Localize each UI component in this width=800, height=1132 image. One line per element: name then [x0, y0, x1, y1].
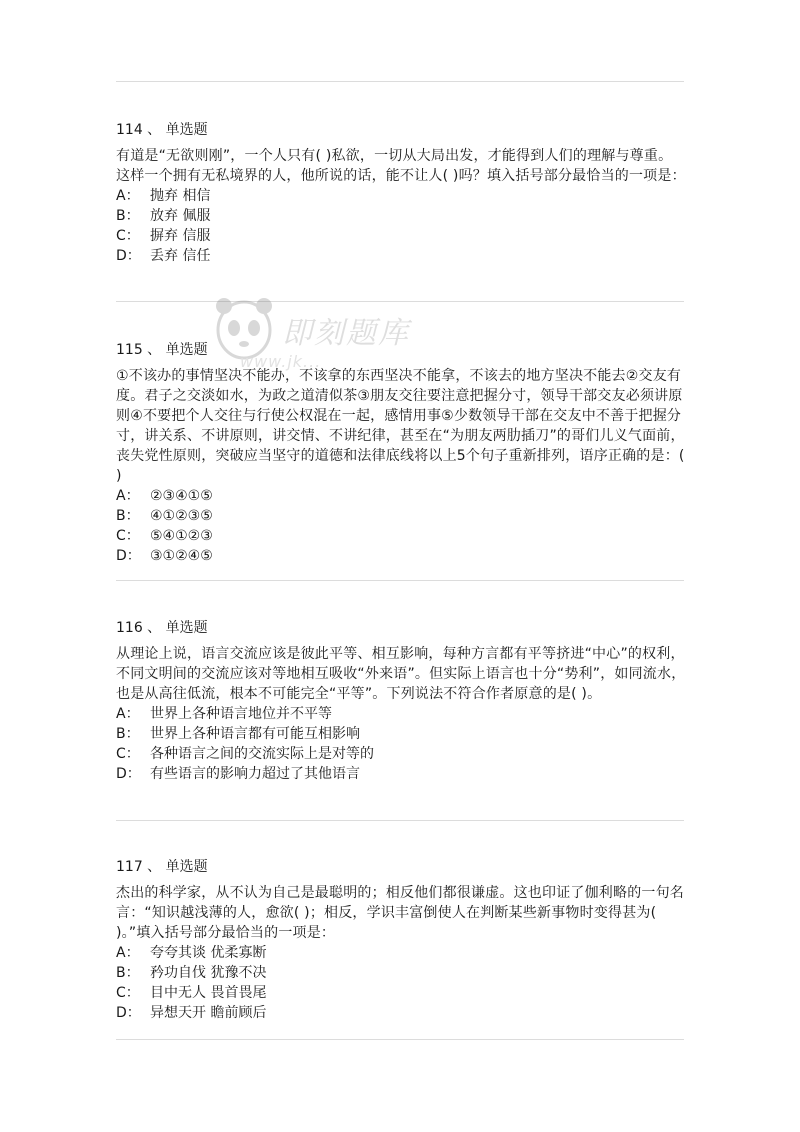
- option-value: ③①②④⑤: [150, 548, 213, 564]
- question-text: 从理论上说，语言交流应该是彼此平等、相互影响，每种方言都有平等挤进“中心”的权利，不同文明间的交流应该对等地相互吸收“外来语”。但实际上语言也十分“势利”，如同流水，也是从高往低流，根本不可能完全“平等”。下列说法不符合作者原意的是( )。: [116, 646, 686, 702]
- option-value: 丢弃 信任: [150, 248, 211, 264]
- option-value: 世界上各种语言地位并不平等: [150, 706, 332, 722]
- divider: [116, 820, 684, 821]
- divider: [116, 81, 684, 82]
- option-value: 夸夸其谈 优柔寡断: [150, 945, 267, 961]
- option-a[interactable]: [116, 943, 686, 963]
- option-key: A：: [116, 945, 140, 961]
- option-value: ⑤④①②③: [150, 528, 213, 544]
- option-value: 放弃 佩服: [150, 208, 211, 224]
- option-key: C：: [116, 746, 140, 762]
- option-key: D：: [116, 548, 141, 564]
- option-key: C：: [116, 985, 140, 1001]
- option-c[interactable]: [116, 983, 686, 1003]
- option-b[interactable]: [116, 206, 686, 226]
- option-d[interactable]: [116, 246, 686, 266]
- question-text: 有道是“无欲则刚”，一个人只有( )私欲，一切从大局出发，才能得到人们的理解与尊重。这样一个拥有无私境界的人，他所说的话，能不让人( )吗？填入括号部分最恰当的一项是：: [116, 148, 686, 184]
- option-value: ②③④①⑤: [150, 488, 213, 504]
- question-text: ①不该办的事情坚决不能办，不该拿的东西坚决不能拿，不该去的地方坚决不能去②交友有度。君子之交淡如水，为政之道清似茶③朋友交往要注意把握分寸，领导干部交友必须讲原则④不要把个人交往与行使公权混在一起，感情用事⑤少数领导干部在交友中不善于把握分寸，讲关系、不讲原则，讲交情、不讲纪律，甚至在“为朋友两肋插刀”的哥们儿义气面前，丧失党性原则，突破应当坚守的道德和法律底线将以上5个句子重新排列，语序正确的是：( ): [116, 368, 685, 484]
- option-key: C：: [116, 528, 140, 544]
- question-117: [116, 857, 686, 1023]
- option-b[interactable]: [116, 506, 686, 526]
- option-key: C：: [116, 228, 140, 244]
- option-c[interactable]: [116, 526, 686, 546]
- option-value: 矜功自伐 犹豫不决: [150, 965, 267, 981]
- option-key: B：: [116, 508, 140, 524]
- option-value: 摒弃 信服: [150, 228, 211, 244]
- option-a[interactable]: [116, 486, 686, 506]
- divider: [116, 580, 684, 581]
- question-116: [116, 618, 686, 784]
- option-a[interactable]: [116, 704, 686, 724]
- option-value: ④①②③⑤: [150, 508, 213, 524]
- question-text: 杰出的科学家，从不认为自己是最聪明的；相反他们都很谦虚。这也印证了伽利略的一句名言：“知识越浅薄的人，愈欲( )；相反，学识丰富倒使人在判断某些新事物时变得甚为( )。”填入括号部分最恰当的一项是：: [116, 885, 684, 941]
- option-value: 抛弃 相信: [150, 188, 211, 204]
- watermark-url: www.jk...: [240, 352, 322, 371]
- option-key: B：: [116, 726, 140, 742]
- option-key: D：: [116, 1005, 141, 1021]
- question-114: [116, 120, 686, 266]
- option-key: D：: [116, 766, 141, 782]
- option-value: 异想天开 瞻前顾后: [150, 1005, 267, 1021]
- question-header: 114 、 单选题: [116, 122, 208, 138]
- divider: [116, 1039, 684, 1040]
- option-b[interactable]: [116, 963, 686, 983]
- option-b[interactable]: [116, 724, 686, 744]
- option-c[interactable]: [116, 744, 686, 764]
- option-a[interactable]: [116, 186, 686, 206]
- option-key: B：: [116, 208, 140, 224]
- option-key: A：: [116, 188, 140, 204]
- option-d[interactable]: [116, 764, 686, 784]
- option-value: 世界上各种语言都有可能互相影响: [150, 726, 360, 742]
- question-header: 115 、 单选题: [116, 342, 208, 358]
- option-key: B：: [116, 965, 140, 981]
- option-value: 有些语言的影响力超过了其他语言: [150, 766, 360, 782]
- watermark: [212, 286, 442, 386]
- option-d[interactable]: [116, 546, 686, 566]
- option-key: A：: [116, 706, 140, 722]
- option-key: D：: [116, 248, 141, 264]
- question-header: 116 、 单选题: [116, 620, 208, 636]
- option-value: 各种语言之间的交流实际上是对等的: [150, 746, 374, 762]
- option-c[interactable]: [116, 226, 686, 246]
- watermark-text: 即刻题库: [282, 316, 410, 351]
- question-header: 117 、 单选题: [116, 859, 208, 875]
- option-d[interactable]: [116, 1003, 686, 1023]
- option-value: 目中无人 畏首畏尾: [150, 985, 267, 1001]
- option-key: A：: [116, 488, 140, 504]
